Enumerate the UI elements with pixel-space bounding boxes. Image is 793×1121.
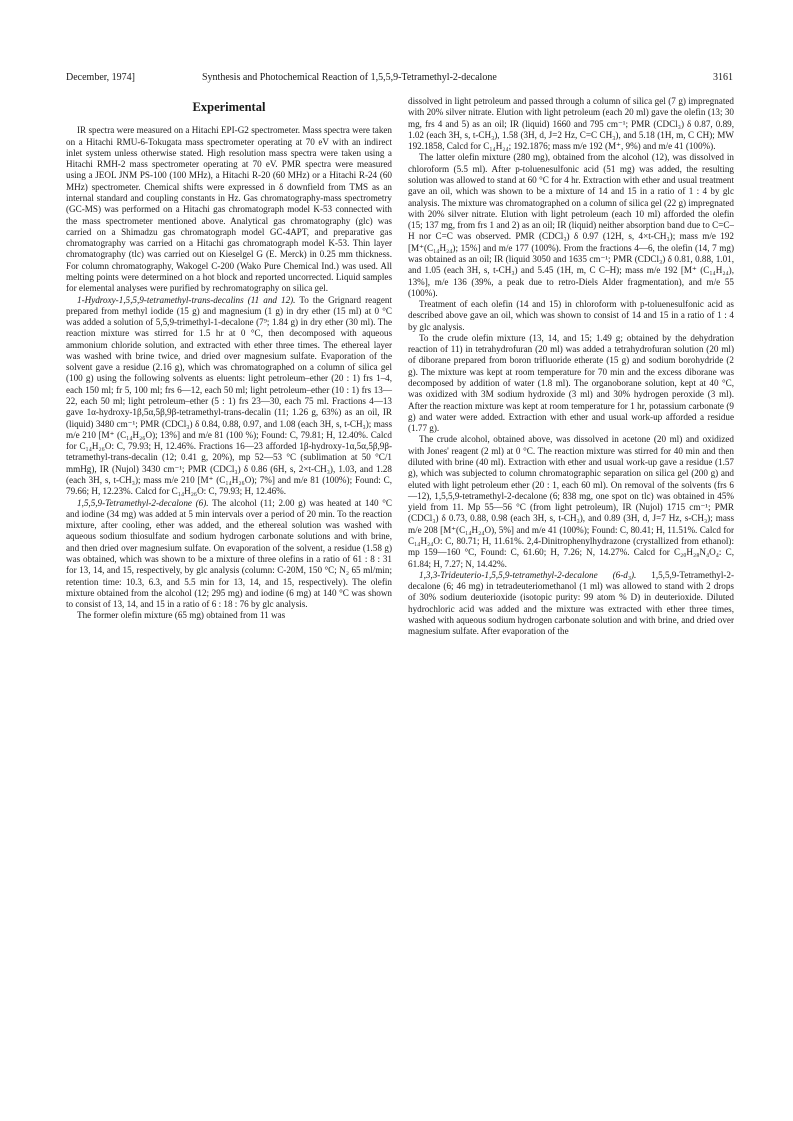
olefin-13-paragraph: dissolved in light petroleum and passed through a column of silica gel (7 g) impregnated with 20% silver nitrate. Elution with light petroleum (each 20 ml) gave the olefin (13; 30 mg, frs 4 and 5) as an oil; IR (liquid) 1660 and 795 cm⁻¹; PMR (CDCl₃) δ 0.87, 0.89, 1.02 (each 3H, s, t-CH₃), 1.58 (3H, d, J=2 Hz, C=C CH₃), and 5.18 (1H, m, C CH); MW 192.1858, Calcd for C₁₄H₂₄; 192.1876; mass m/e 192 (M⁺, 9%) and m/e 41 (100%). xyxy=(408,96,734,152)
decalone-paragraph xyxy=(66,498,392,611)
left-column xyxy=(66,100,392,622)
olefin-paragraph-start: The former olefin mixture (65 mg) obtained from 11 was xyxy=(77,610,286,621)
trideuterio-heading: 1,3,3-Trideuterio-1,5,5,9-tetramethyl-2-decalone (6-d₃). xyxy=(419,569,637,580)
treatment-paragraph: Treatment of each olefin (14 and 15) in chloroform with p-toluenesulfonic acid as described above gave an oil, which was shown to consist of 14 and 15 in a ratio of 1 : 4 by glc analysis. xyxy=(408,299,734,332)
page-header xyxy=(66,71,733,85)
decalins-heading: 1-Hydroxy-1,5,5,9-tetramethyl-trans-decalins (11 and 12). xyxy=(77,294,296,305)
right-column xyxy=(408,96,734,638)
hydroboration-paragraph: To the crude olefin mixture (13, 14, and 15; 1.49 g; obtained by the dehydration reaction of 11) in tetrahydrofuran (20 ml) was added a tetrahydrofuran solution (20 ml) of diborane prepared from boron trifluoride etherate (15 g) and sodium borohydride (2 g). The mixture was kept at room temperature for 70 min and the excess diborane was decomposed by addition of water (1.8 ml). The organoborane solution, kept at 40 °C, was oxidized with 3M sodium hydroxide (3 ml) and 30% hydrogen peroxide (3 ml). After the reaction mixture was kept at room temperature for 1 hr, potassium carbonate (9 g) and water were added. Extraction with ether and usual work-up afforded a residue (1.77 g). xyxy=(408,332,734,434)
decalins-paragraph xyxy=(66,295,392,498)
trideuterio-paragraph xyxy=(408,570,734,638)
decalins-body: To the Grignard reagent prepared from methyl iodide (15 g) and magnesium (1 g) in dry ether (15 ml) at 0 °C was added a solution of 5,5,9-trimethyl-1-decalone (7⁹; 1.84 g) in dry ether (30 ml). The reaction mixture was stirred for 1.5 hr at 0 °C, then decomposed with aqueous ammonium chloride solution, and extracted with ether three times. The ethereal layer was washed with brine twice, and dried over magnesium sulfate. Evaporation of the solvent gave a residue (2.16 g), which was chromatographed on a column of silica gel (100 g) using the following solvents as eluents: light petroleum–ether (20 : 1) frs 1–4, each 150 ml; fr 5, 100 ml; frs 6—12, each 50 ml; light petroleum–ether (10 : 1) frs 13—22, each 50 ml; light petroleum–ether (5 : 1) frs 23—30, each 75 ml. Fractions 4—13 gave 1α-hydroxy-1β,5α,5β,9β-tetramethyl-trans-decalin (11; 1.26 g, 63%) as an oil, IR (liquid) 3480 cm⁻¹; PMR (CDCl₃) δ 0.84, 0.88, 0.97, and 1.08 (each 3H, s, t-CH₃); mass m/e 210 [M⁺ (C₁₄H₂₆O); 13%] and m/e 81 (100 %); Found: C, 79.81; H, 12.40%. Calcd for C₁₄H₂₆O: C, 79.93; H, 12.46%. Fractions 16—23 afforded 1β-hydroxy-1α,5α,5β,9β-tetramethyl-trans-decalin (12; 0.41 g, 20%), mp 52—53 °C (sublimation at 50 °C/1 mmHg), IR (Nujol) 3430 cm⁻¹; PMR (CDCl₃) δ 0.86 (6H, s, 2×t-CH₃), 1.03, and 1.28 (each 3H, s, t-CH₃); mass m/e 210 [M⁺ (C₁₄H₂₆O); 7%] and m/e 81 (100%); Found: C, 79.66; H, 12.23%. Calcd for C₁₄H₂₆O: C, 79.93; H, 12.46%. xyxy=(66,294,392,497)
latter-olefin-paragraph: The latter olefin mixture (280 mg), obtained from the alcohol (12), was dissolved in chloroform (5.5 ml). After p-toluenesulfonic acid (51 mg) was added, the resulting solution was allowed to stand at 60 °C for 4 hr. Extraction with ether and usual treatment gave an oil, which was shown to be a mixture of 14 and 15 in a ratio of 1 : 4 by glc analysis. The mixture was chromatographed on a column of silica gel (22 g) impregnated with 20% silver nitrate. Elution with light petroleum (each 10 ml) afforded the olefin (15; 137 mg, from frs 1 and 2) as an oil; IR (liquid) neither absorption band due to C=C–H nor C=C was observed. PMR (CDCl₃) δ 0.97 (12H, s, 4×t-CH₃); mass m/e 192 [M⁺(C₁₄H₂₄); 15%] and m/e 177 (100%). From the fractions 4—6, the olefin (14, 7 mg) was obtained as an oil; IR (liquid 3050 and 1635 cm⁻¹; PMR (CDCl₃) δ 0.81, 0.88, 1.01, and 1.05 (each 3H, s, t-CH₃) and 5.45 (1H, m, C C–H); mass m/e 192 [M⁺ (C₁₄H₂₄), 13%], m/e 136 (39%, a peak due to retro-Diels Alder fragmentation), and m/e 55 (100%). xyxy=(408,152,734,298)
section-title: Experimental xyxy=(192,100,266,114)
running-title: Synthesis and Photochemical Reaction of 1,5,5,9-Tetramethyl-2-decalone xyxy=(202,72,497,83)
journal-date: December, 1974] xyxy=(66,72,136,83)
oxidation-paragraph: The crude alcohol, obtained above, was dissolved in acetone (20 ml) and oxidized with Jones' reagent (2 ml) at 0 °C. The reaction mixture was stirred for 40 min and then diluted with brine (40 ml). Extraction with ether and usual work-up gave a residue (1.57 g), which was subjected to column chromatographic separation on silica gel (200 g) and eluted with light petroleum ether (20 : 1, each 60 ml). On removal of the solvents (frs 6—12), 1,5,5,9-tetramethyl-2-decalone (6; 838 mg, one spot on tlc) was obtained in 45% yield from 11. Mp 55—56 °C (from light petroleum), IR (Nujol) 1715 cm⁻¹; PMR (CDCl₃) δ 0.73, 0.88, 0.98 (each 3H, s, t-CH₃), and 0.89 (3H, d, J=7 Hz, s-CH₃); mass m/e 208 [M⁺(C₁₄H₂₄O), 5%] and m/e 41 (100%); Found: C, 80.41; H, 11.51%. Calcd for C₁₄H₂₄O: C, 80.71; H, 11.61%. 2,4-Dinitrophenylhydrazone (crystallized from ethanol): mp 159—160 °C, Found: C, 61.60; H, 7.26; N, 14.27%. Calcd for C₂₀H₂₈N₄O₄: C, 61.84; H, 7.27; N, 14.42%. xyxy=(408,434,734,569)
page-number: 3161 xyxy=(713,72,733,83)
decalone-body: The alcohol (11; 2.00 g) was heated at 140 °C and iodine (34 mg) was added at 5 min intervals over a period of 20 min. To the reaction mixture, after cooling, ether was added, and the ethereal solution was washed with aqueous sodium thiosulfate and sodium hydrogen carbonate solutions and with brine, and then dried over magnesium sulfate. On evaporation of the solvent, a residue (1.58 g) was obtained, which was shown to be a mixture of three olefins in a ratio of 61 : 8 : 31 for 13, 14, and 15, respectively, by glc analysis (column: C-20M, 150 °C; N₂ 65 ml/min; retention time: 10.3, 6.3, and 5.5 min for 13, 14, and 15, respectively). The olefin mixture obtained from the alcohol (12; 295 mg) and iodine (6 mg) at 140 °C was shown to consist of 13, 14, and 15 in a ratio of 6 : 18 : 76 by glc analysis. xyxy=(66,497,393,610)
instruments-paragraph: IR spectra were measured on a Hitachi EPI-G2 spectrometer. Mass spectra were taken on a Hitachi RMU-6-Tokugata mass spectrometer operating at 70 eV with an indirect inlet system unless otherwise stated. High resolution mass spectra were taken using a Hitachi RMH-2 mass spectrometer operating at 70 eV. PMR spectra were measured using a JEOL JNM PS-100 (100 MHz), a Hitachi R-20 (60 MHz) or a Hitachi R-24 (60 MHz) spectrometer. Chemical shifts were expressed in δ downfield from TMS as an internal standard and coupling constants in Hz. Gas chromatography-mass spectrometry (GC-MS) was performed on a Hitachi gas chromatograph model K-53 connected with the mass spectrometer mentioned above. Analytical gas chromatography (glc) was carried on a Shimadzu gas chromatograph model GC-4APT, and preparative gas chromatography was carried on a Hitachi gas chromatograph model K-53. Thin layer chromatography (tlc) was carried out on Kieselgel G (E. Merck) in 0.25 mm thickness. For column chromatography, Wakogel C-200 (Wako Pure Chemical Ind.) was used. All melting points were determined on a hot block and reported uncorrected. Liquid samples for elemental analyses were purified by rechromatography on silica gel. xyxy=(66,125,392,294)
trideuterio-body: 1,5,5,9-Tetramethyl-2-decalone (6; 46 mg) in tetradeuteriomethanol (1 ml) was allowed to stand with 2 drops of 30% sodium deuterioxide (isotopic purity: 99 atom % D) in deuterioxide. Diluted hydrochloric acid was added and the mixture was extracted with ether three times, washed with aqueous sodium hydrogen carbonate solution and with brine, and dried over magnesium sulfate. After evaporation of the xyxy=(408,569,734,637)
decalone-heading: 1,5,5,9-Tetramethyl-2-decalone (6). xyxy=(77,497,209,508)
